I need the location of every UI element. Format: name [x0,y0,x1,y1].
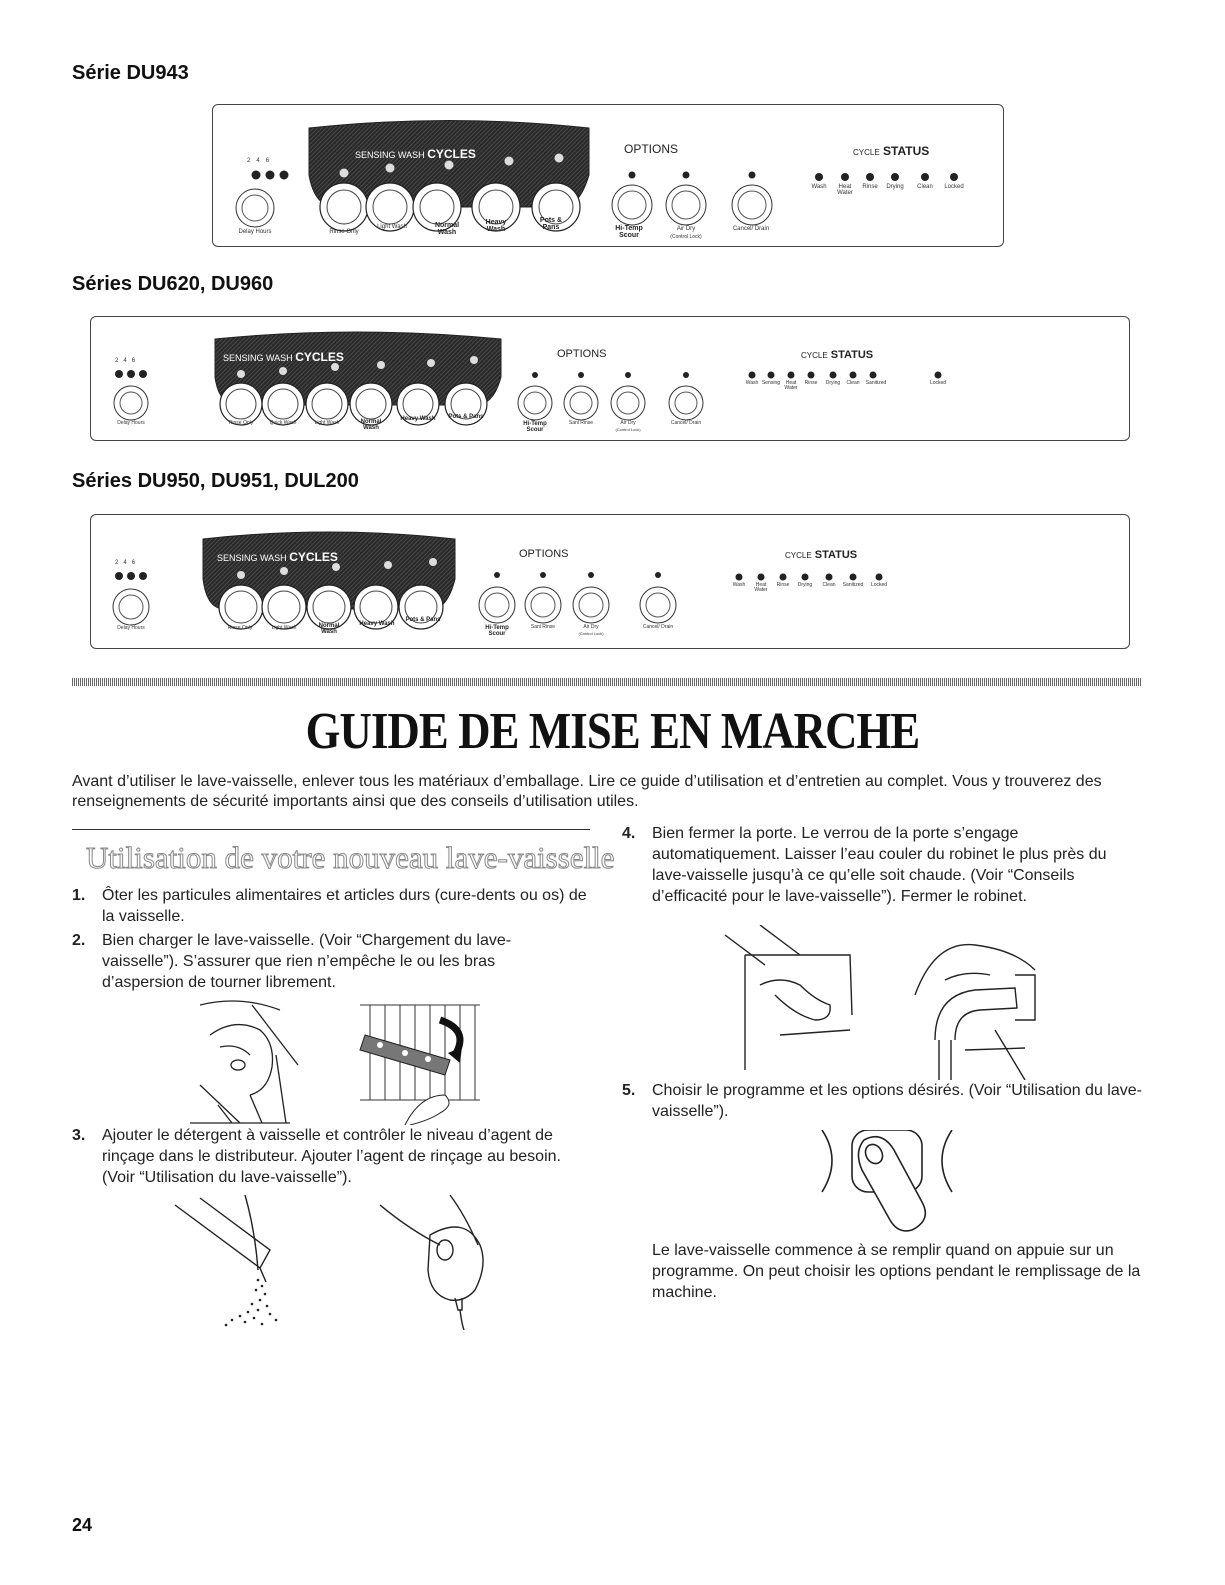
cycle-label-pots-pans: Pots & Pans [405,617,441,623]
cycle-label-light-wash: Light Wash [314,420,340,426]
status-sensing: Sensing [761,380,781,386]
cycle-label-rinse-only: Rinse Only [227,625,253,631]
control-panel-du943 [212,104,1004,247]
step-text: Ajouter le détergent à vaisselle et contrôler le niveau d’agent de rinçage dans le distributeur. Ajouter l’agent de rinçage au besoin. (Voir “Utilisation du lave-vaisselle”). [102,1127,561,1186]
page-number: 24 [72,1515,93,1535]
pour-detergent-illustration [170,1190,310,1330]
cycle-label-normal-wash: Normal Wash [434,222,460,237]
cycle-label-pots-pans: Pots & Pans [539,217,563,232]
option-label-cancel-drain: Cancel/ Drain [732,226,770,232]
step-5 [622,1080,1142,1124]
status-locked: Locked [929,380,947,386]
sensing-wash-cycles-label: SENSING WASH CYCLES [355,147,476,161]
step-text: Choisir le programme et les options désirés. (Voir “Utilisation du lave-vaisselle”). [652,1082,1142,1120]
status-drying: Drying [886,184,904,190]
cycle-label-light-wash: Light Wash [377,224,407,230]
option-label-hi-temp-scour: Hi-Temp Scour [615,225,643,240]
status-heat-water: Heat Water [837,184,853,197]
option-label-control-lock: (Control Lock) [578,631,604,636]
control-panel-du620-du960 [90,316,1130,441]
status-clean: Clean [846,380,860,386]
status-sanitized: Sanitized [865,380,887,386]
press-button-illustration [812,1130,962,1240]
status-rinse: Rinse [804,380,818,386]
cycle-label-normal-wash: Normal Wash [360,419,382,432]
status-sanitized: Sanitized [842,582,864,588]
options-header: OPTIONS [557,348,607,360]
sensing-wash-cycles-label: SENSING WASH CYCLES [217,550,338,564]
delay-hours-label: Delay Hours [117,420,145,426]
option-label-air-dry: Air Dry [676,226,696,232]
cycle-label-heavy-wash: Heavy Wash [359,621,395,627]
step-4 [622,823,1142,929]
status-locked: Locked [944,184,964,190]
option-label-cancel-drain: Cancel/ Drain [642,624,674,630]
status-locked: Locked [870,582,888,588]
delay-digits: 246 [115,358,141,364]
close-door-illustration [720,925,870,1075]
section-rule [72,829,590,830]
cycle-label-light-wash: Light Wash [271,625,297,631]
options-header: OPTIONS [519,548,569,560]
step-number: 3. [72,1127,86,1144]
after-step-5-note: Le lave-vaisselle commence à se remplir quand on appuie sur un programme. On peut choisir les options pendant le remplissage de la machine. [652,1242,1141,1301]
status-drying: Drying [797,582,813,588]
cycle-status-header: CYCLE STATUS [785,549,858,561]
cycle-label-pots-pans: Pots & Pans [448,414,484,420]
sensing-wash-cycles-label: SENSING WASH CYCLES [223,350,344,364]
cycle-label-quick-wash: Quick Wash [269,420,297,426]
step-3 [72,1125,592,1191]
delay-hours-label: Delay Hours [238,229,272,235]
option-label-sani-rinse: Sani Rinse [568,420,594,426]
cycle-label-heavy-wash: Heavy Wash [400,416,436,422]
option-label-air-dry: Air Dry [583,624,599,630]
delay-hours-label: Delay Hours [117,625,145,631]
cycle-status-header: CYCLE STATUS [801,349,874,361]
option-label-control-lock: (Control Lock) [670,234,702,240]
status-wash: Wash [745,380,759,386]
status-rinse: Rinse [776,582,790,588]
cycle-status-header: CYCLE STATUS [853,144,930,158]
cycle-label-rinse-only: Rinse Only [329,229,359,235]
option-label-hi-temp-scour: Hi-Temp Scour [485,625,509,638]
option-label-air-dry: Air Dry [620,420,636,426]
cycle-label-heavy-wash: Heavy Wash [485,219,507,234]
intro-paragraph: Avant d’utiliser le lave-vaisselle, enlever tous les matériaux d’emballage. Lire ce guide d’utilisation et d’entretien au complet. Vous y trouverez des renseignements de sécurité importants ainsi que des conseils d’utilisation utiles. [72,773,1102,810]
option-label-hi-temp-scour: Hi-Temp Scour [523,421,547,434]
guide-title: GUIDE DE MISE EN MARCHE [305,703,920,760]
step-number: 5. [622,1082,636,1099]
step-number: 4. [622,825,636,842]
series-title-du943: Série DU943 [72,62,189,84]
scrape-dishes-illustration [180,995,320,1125]
step-text: Bien charger le lave-vaisselle. (Voir “Chargement du lave-vaisselle”). S’assurer que rien n’empêche le ou les bras d’aspersion de tourner librement. [102,932,512,991]
step-text: Ôter les particules alimentaires et articles durs (cure-dents ou os) de la vaisselle. [102,887,587,925]
status-rinse: Rinse [862,184,878,190]
cycle-label-normal-wash: Normal Wash [318,623,340,636]
step-2 [72,930,592,996]
delay-digits: 246 [247,158,276,164]
status-heat-water: Heat Water [784,380,798,392]
pour-rinse-aid-illustration [370,1190,510,1330]
series-title-du950-du951-dul200: Séries DU950, DU951, DUL200 [72,470,359,492]
status-heat-water: Heat Water [754,582,768,594]
option-label-cancel-drain: Cancel/ Drain [670,420,702,426]
control-panel-du950-du951-dul200 [90,514,1130,649]
status-clean: Clean [917,184,933,190]
series-title-du620-du960: Séries DU620, DU960 [72,273,274,295]
status-wash: Wash [811,184,827,190]
step-number: 2. [72,932,86,949]
cycle-label-rinse-only: Rinse Only [228,420,254,426]
option-label-control-lock: (Control Lock) [615,427,641,432]
step-1 [72,885,592,929]
status-wash: Wash [732,582,746,588]
option-label-sani-rinse: Sani Rinse [530,624,556,630]
hatched-divider [72,678,1142,686]
status-clean: Clean [822,582,836,588]
section-title: Utilisation de votre nouveau lave-vaisselle [86,840,615,875]
step-number: 1. [72,887,86,904]
status-drying: Drying [825,380,841,386]
options-header: OPTIONS [624,142,679,156]
rack-spray-arm-illustration [350,995,490,1125]
step-text: Bien fermer la porte. Le verrou de la porte s’engage automatiquement. Laisser l’eau couler du robinet le plus près du lave-vaisselle jusqu’à ce qu’elle soit chaude. (Voir “Conseils d’efficacité pour le lave-vaisselle”). Fermer le robinet. [652,825,1107,905]
run-faucet-illustration [905,930,1055,1080]
delay-digits: 246 [115,560,141,566]
